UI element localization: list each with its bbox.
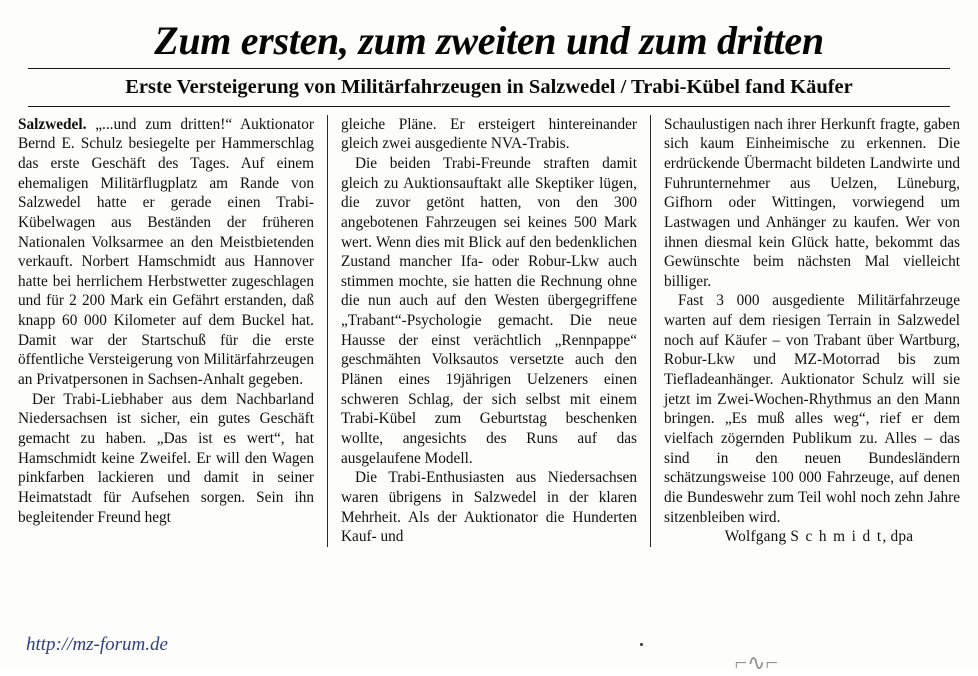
paragraph: Die beiden Trabi-Freunde straften damit gleich zu Auktionsauftakt alle Skeptiker lügen, die zuvor getönt hatten, von den 300 angebotenen Fahrzeugen sei keines 500 Mark wert. Wenn dies mit Blick auf den bedenklichen Zustand mancher Ifa- oder Robur-Lkw auch stimmen mochte, sie hatten die Rechnung ohne die nun auch auf den Westen übergegriffene „Trabant“-Psychologie gemacht. Die neue Hausse der einst verächtlich „Rennpappe“ geschmähten Volksautos versetzte auch den Plänen eines 19jährigen Uelzeners einen schweren Schlag, der sich selbst mit einem Trabi-Kübel zum Geburtstag beschenken wollte, angesichts des Runs auf das ausgelaufene Modell. bbox=[341, 154, 637, 467]
author-lastname: S c h m i d t bbox=[790, 528, 883, 546]
paragraph: Der Trabi-Liebhaber aus dem Nachbarland Niedersachsen ist sicher, ein gutes Geschäft gemacht zu haben. „Das ist es wert“, hat Hamschmidt keine Zweifel. Er will den Wagen pinkfarben lackieren und damit in seiner Heimatstadt für Aufsehen sorgen. Sein ihn begleitender Freund hegt bbox=[18, 390, 314, 526]
page-title: Zum ersten, zum zweiten und zum dritten bbox=[154, 18, 824, 63]
paragraph: Fast 3 000 ausgediente Militärfahrzeuge warten auf dem riesigen Terrain in Salzwedel noch auf Käufer – von Trabant über Wartburg, Robur-Lkw und MZ-Motorrad bis zum Tiefladeanhänger. Auktionator Schulz will sie jetzt im Zwei-Wochen-Rhythmus an den Mann bringen. „Es muß alles weg“, rief er dem vielfach zögernden Publikum zu. Alles – das sind in den neuen Bundesländern schätzungsweise 100 000 Fahrzeuge, auf denen die Bundeswehr zum Teil wohl noch zehn Jahre sitzenbleiben wird. bbox=[664, 292, 960, 526]
column-3 bbox=[651, 115, 960, 547]
column-1 bbox=[18, 115, 327, 528]
article-columns bbox=[18, 115, 960, 547]
paragraph bbox=[18, 115, 314, 390]
paragraph: Die Trabi-Enthusiasten aus Niedersachsen waren übrigens in Salzwedel in der klaren Mehrheit. Als der Auktionator die Hunderten Kauf- und bbox=[341, 469, 637, 546]
agency-credit: , dpa bbox=[882, 528, 914, 546]
column-2 bbox=[327, 115, 651, 547]
paragraph: gleiche Pläne. Er ersteigert hintereinander gleich zwei ausgediente NVA-Trabis. bbox=[341, 115, 637, 153]
watermark-url: http://mz-forum.de bbox=[26, 634, 168, 655]
divider-middle bbox=[28, 106, 950, 107]
subheadline: Erste Versteigerung von Militärfahrzeugen in Salzwedel / Trabi-Kübel fand Käufer bbox=[125, 76, 853, 98]
ink-speck bbox=[640, 643, 643, 646]
paragraph: Schaulustigen nach ihrer Herkunft fragte, gaben sich kaum Einheimische zu erkennen. Die erdrückende Übermacht bildeten Landwirte und Fuhrunternehmer aus Uelzen, Lüneburg, Gifhorn oder Wittingen, vorwiegend um Lastwagen und Anhänger zu kaufen. Wer von ihnen diesmal kein Glück hatte, bekommt das Gewünschte beim nächsten Mal vielleicht billiger. bbox=[664, 115, 960, 290]
handwriting-mark: ⌐∿⌐ bbox=[734, 650, 778, 675]
paragraph-text: „...und zum dritten!“ Auktionator Bernd E. Schulz besiegelte per Hammerschlag das erste Geschäft des Tages. Auf einem ehemaligen Militärflugplatz am Rande von Salzwedel hatte er gerade einen Trabi-Kübelwagen aus Beständen der früheren Nationalen Volksarmee an den Meistbietenden verkauft. Norbert Hamschmidt aus Hannover hatte bei herrlichem Herbstwetter zugeschlagen und für 2 200 Mark ein Gefährt erstanden, daß knapp 60 000 Kilometer auf dem Buckel hat. Damit war der Startschuß für die erste öffentliche Versteigerung von Militärfahrzeugen an Privatpersonen in Sachsen-Anhalt gegeben. bbox=[18, 115, 314, 389]
divider-top bbox=[28, 68, 950, 69]
author-signature bbox=[664, 527, 960, 547]
dateline: Salzwedel. bbox=[18, 115, 87, 133]
author-firstname: Wolfgang bbox=[724, 528, 787, 546]
